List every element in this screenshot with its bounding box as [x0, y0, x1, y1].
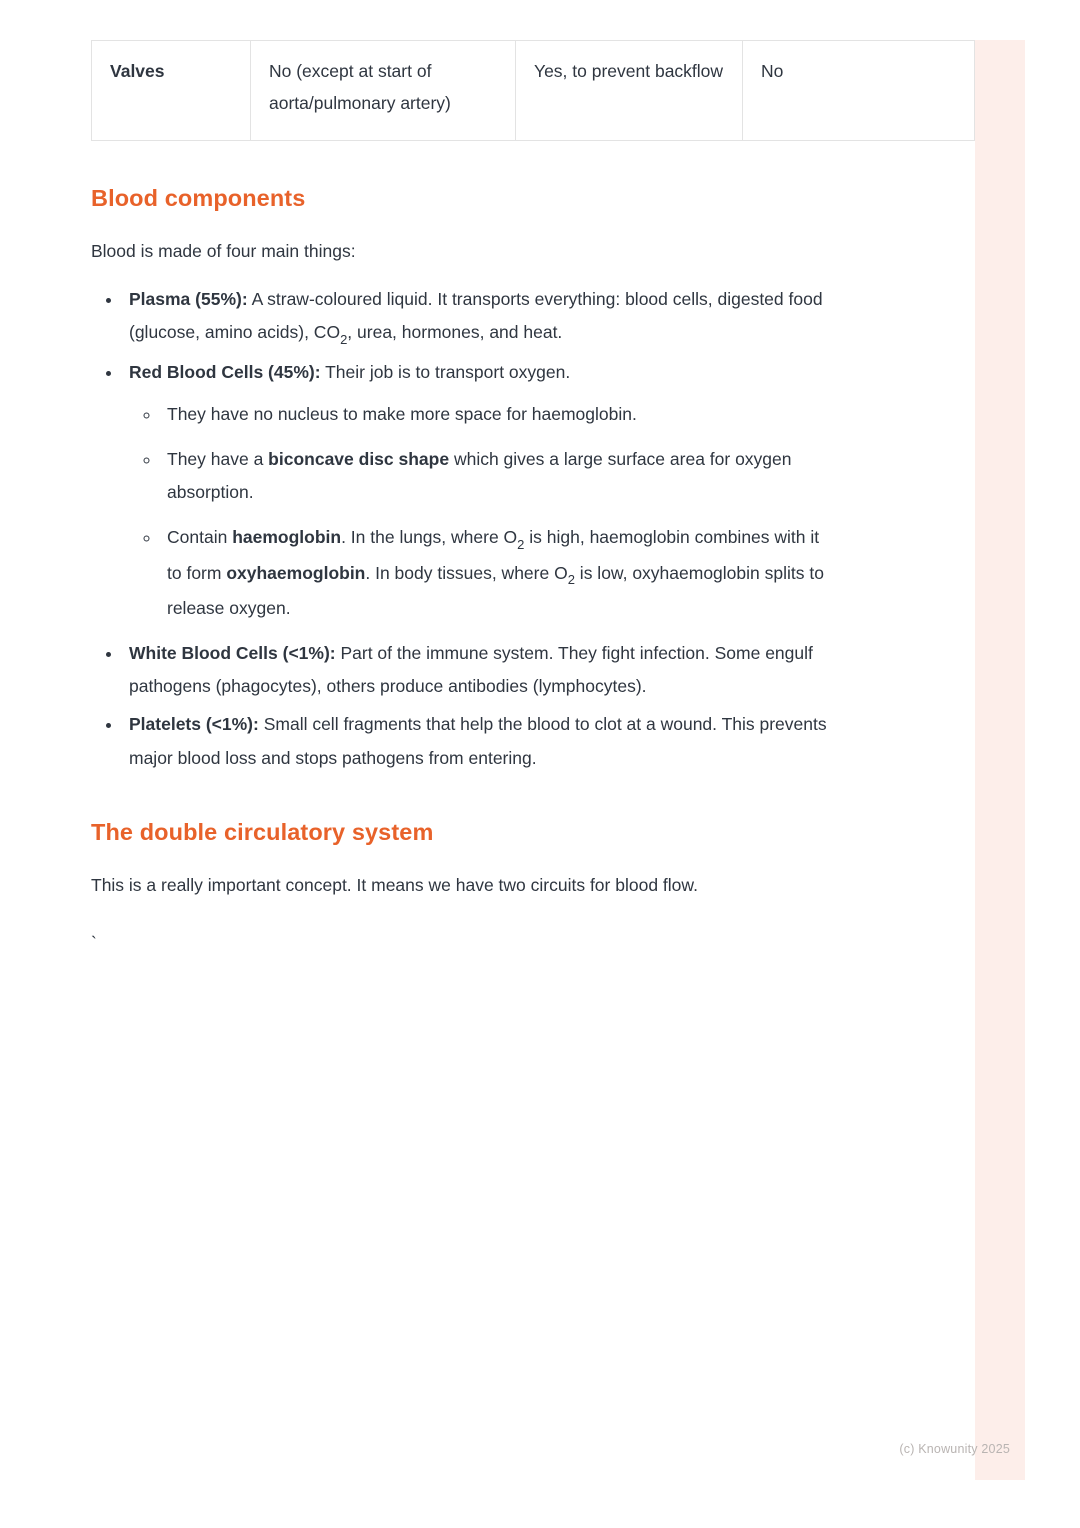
rbc-text: Their job is to transport oxygen.	[320, 362, 571, 383]
plasma-subscript: 2	[340, 331, 348, 347]
plasma-label: Plasma (55%):	[129, 288, 248, 309]
haemoglobin-text-d: is high, haemoglobin combines with it to form	[167, 527, 820, 583]
comparison-table	[91, 40, 975, 141]
haemoglobin-text-a: Contain	[167, 527, 233, 548]
haemoglobin-text-c: . In the lungs, where O	[341, 527, 518, 548]
wbc-label: White Blood Cells (<1%):	[129, 642, 336, 663]
table-row	[92, 41, 975, 141]
table-cell-veins: Yes, to prevent backflow	[516, 41, 743, 141]
haemoglobin-text-g: is low, oxyhaemoglobin splits to release oxygen.	[167, 562, 824, 618]
haemoglobin-text-f: . In body tissues, where O	[365, 562, 568, 583]
table-row-label: Valves	[92, 41, 251, 141]
stray-backtick: `	[91, 933, 97, 954]
oxyhaemoglobin-term: oxyhaemoglobin	[226, 562, 366, 583]
haemoglobin-term: haemoglobin	[232, 527, 342, 548]
blood-components-list	[91, 283, 831, 775]
blood-components-intro: Blood is made of four main things:	[91, 240, 356, 261]
double-circulation-intro: This is a really important concept. It means we have two circuits for blood flow.	[91, 874, 698, 895]
list-item-white-blood-cells	[123, 637, 831, 704]
document-content	[91, 40, 831, 953]
rbc-shape-text-c: which gives a large surface area for oxygen absorption.	[167, 448, 792, 503]
rbc-label: Red Blood Cells (45%):	[129, 362, 321, 383]
table-cell-arteries: No (except at start of aorta/pulmonary artery)	[251, 41, 516, 141]
rbc-shape-text-a: They have a	[167, 448, 269, 469]
plasma-text: A straw-coloured liquid. It transports everything: blood cells, digested food (glucose, amino acids), CO	[129, 288, 823, 343]
platelets-text: Small cell fragments that help the blood to clot at a wound. This prevents major blood loss and stops pathogens from entering.	[129, 714, 827, 768]
rbc-sub-list	[129, 398, 831, 625]
page-margin-accent-bar	[975, 40, 1025, 1480]
list-item-rbc-haemoglobin	[161, 521, 831, 625]
list-item-red-blood-cells	[123, 356, 831, 625]
wbc-text: Part of the immune system. They fight infection. Some engulf pathogens (phagocytes), others produce antibodies (lymphocytes).	[129, 642, 813, 697]
oxygen-subscript-2: 2	[567, 572, 575, 587]
list-item-rbc-shape	[161, 443, 831, 510]
rbc-shape-term: biconcave disc shape	[268, 448, 450, 469]
plasma-text-2: , urea, hormones, and heat.	[347, 322, 563, 343]
heading-double-circulatory-system: The double circulatory system	[91, 818, 434, 845]
table-cell-capillaries: No	[743, 41, 975, 141]
list-item-plasma	[123, 283, 831, 351]
heading-blood-components: Blood components	[91, 184, 306, 211]
copyright-footer: (c) Knowunity 2025	[899, 1442, 1010, 1456]
list-item-rbc-nucleus: ◦ They have no nucleus to make more space for haemoglobin.	[161, 398, 831, 431]
platelets-label: Platelets (<1%):	[129, 714, 259, 735]
list-item-platelets	[123, 708, 831, 775]
oxygen-subscript-1: 2	[517, 536, 525, 552]
